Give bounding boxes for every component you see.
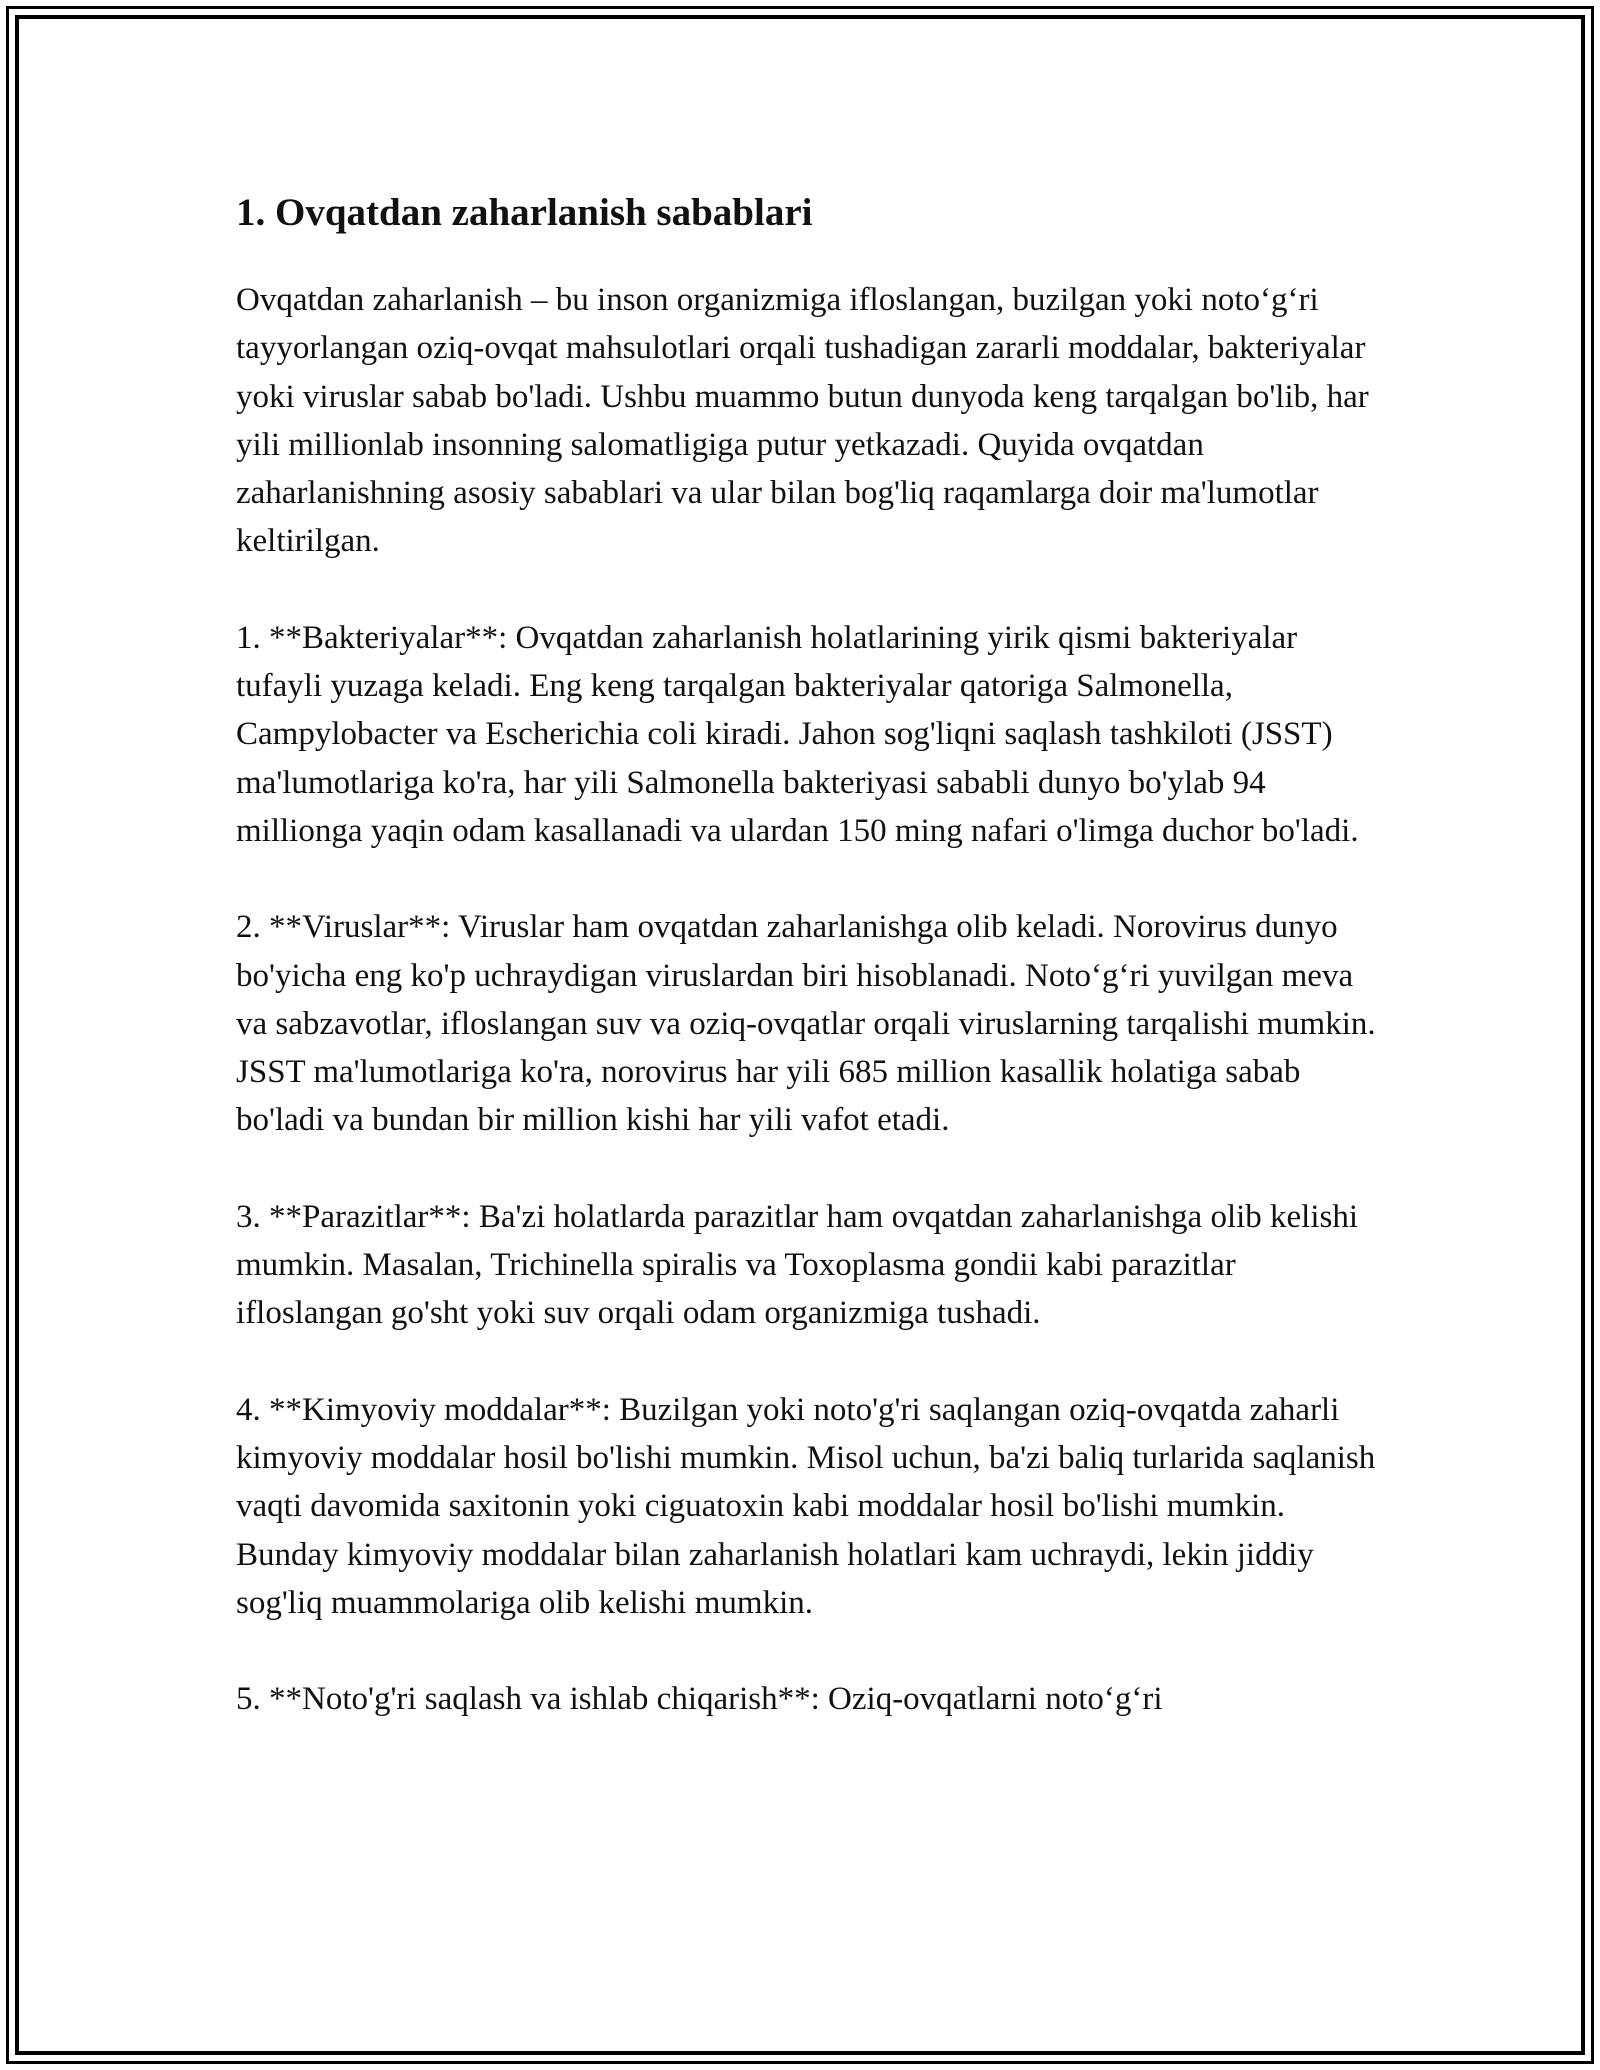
paragraph-chemicals: 4. **Kimyoviy moddalar**: Buzilgan yoki noto'g'ri saqlangan oziq-ovqatda zaharli kimyoviy moddalar hosil bo'lishi mumkin. Misol uchun, ba'zi baliq turlarida saqlanish vaqti davomida saxitonin yoki ciguatoxin kabi moddalar hosil bo'lishi mumkin. Bunday kimyoviy moddalar bilan zaharlanish holatlari kam uchraydi, lekin jiddiy sog'liq muammolariga olib kelishi mumkin.	[236, 1391, 1376, 1621]
section-title: 1. Ovqatdan zaharlanish sabablari	[236, 191, 813, 234]
document-body	[236, 186, 1376, 1723]
paragraph-bacteria: 1. **Bakteriyalar**: Ovqatdan zaharlanish holatlarining yirik qismi bakteriyalar tufayli yuzaga keladi. Eng keng tarqalgan bakteriyalar qatoriga Salmonella, Campylobacter va Escherichia coli kiradi. Jahon sog'liqni saqlash tashkiloti (JSST) ma'lumotlariga ko'ra, har yili Salmonella bakteriyasi sababli dunyo bo'ylab 94 millionga yaqin odam kasallanadi va ulardan 150 ming nafari o'limga duchor bo'ladi.	[236, 619, 1359, 849]
paragraph-storage: 5. **Noto'g'ri saqlash va ishlab chiqarish**: Oziq-ovqatlarni noto‘g‘ri	[236, 1681, 1163, 1718]
intro-paragraph: Ovqatdan zaharlanish – bu inson organizmiga ifloslangan, buzilgan yoki noto‘g‘ri tayyorlangan oziq-ovqat mahsulotlari orqali tushadigan zararli moddalar, bakteriyalar yoki viruslar sabab bo'ladi. Ushbu muammo butun dunyoda keng tarqalgan bo'lib, har yili millionlab insonning salomatligiga putur yetkazadi. Quyida ovqatdan zaharlanishning asosiy sabablari va ular bilan bog'liq raqamlarga doir ma'lumotlar keltirilgan.	[236, 282, 1369, 560]
paragraph-parasites: 3. **Parazitlar**: Ba'zi holatlarda parazitlar ham ovqatdan zaharlanishga olib kelishi mumkin. Masalan, Trichinella spiralis va Toxoplasma gondii kabi parazitlar ifloslangan go'sht yoki suv orqali odam organizmiga tushadi.	[236, 1198, 1359, 1332]
paragraph-viruses: 2. **Viruslar**: Viruslar ham ovqatdan zaharlanishga olib keladi. Norovirus dunyo bo'yicha eng ko'p uchraydigan viruslardan biri hisoblanadi. Noto‘g‘ri yuvilgan meva va sabzavotlar, ifloslangan suv va oziq-ovqatlar orqali viruslarning tarqalishi mumkin. JSST ma'lumotlariga ko'ra, norovirus har yili 685 million kasallik holatiga sabab bo'ladi va bundan bir million kishi har yili vafot etadi.	[236, 909, 1376, 1139]
